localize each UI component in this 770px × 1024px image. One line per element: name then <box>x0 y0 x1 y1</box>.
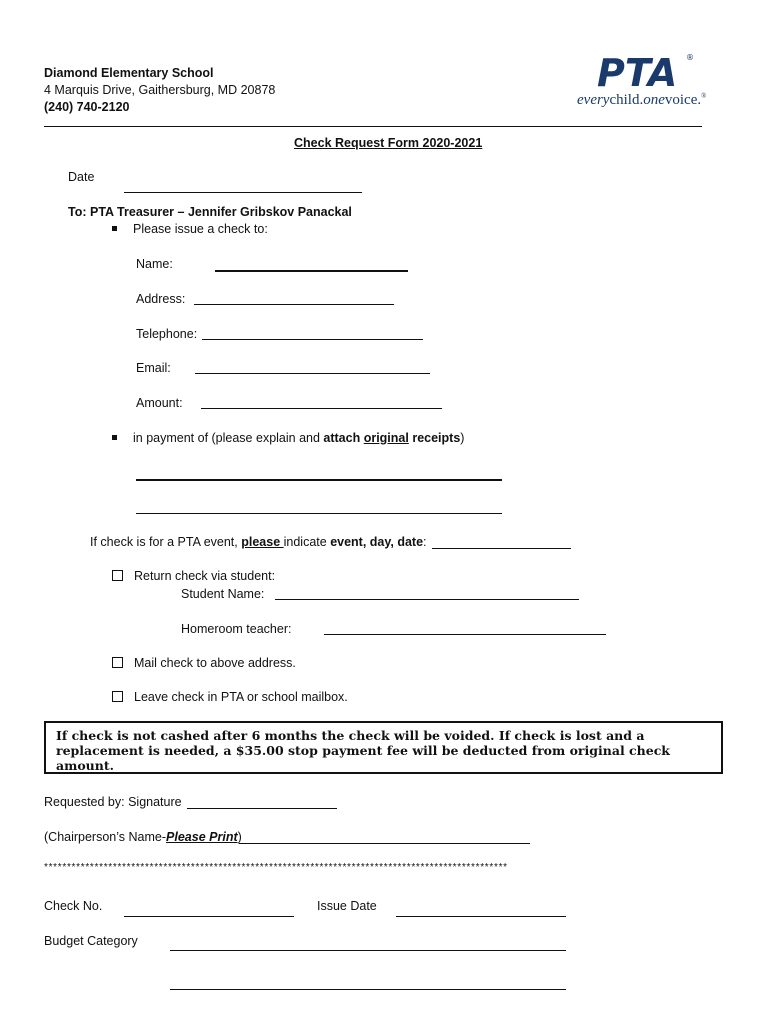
chair-name-label <box>44 830 242 844</box>
issue-date-field[interactable] <box>396 904 566 917</box>
leave-check-option[interactable] <box>112 690 348 704</box>
telephone-field[interactable] <box>202 327 423 340</box>
event-indicate: indicate <box>283 535 331 549</box>
payment-item <box>112 431 464 445</box>
payment-explain-line-1[interactable] <box>136 467 502 481</box>
issue-date-label: Issue Date <box>317 899 377 913</box>
bullet-icon <box>112 435 117 440</box>
email-label: Email: <box>136 361 171 375</box>
mail-check-label: Mail check to above address. <box>134 656 296 670</box>
school-address: 4 Marquis Drive, Gaithersburg, MD 20878 <box>44 83 276 97</box>
address-label: Address: <box>136 292 186 306</box>
name-label: Name: <box>136 257 173 271</box>
event-please: please <box>241 535 284 549</box>
registered-mark: ® <box>686 53 694 62</box>
payment-prefix: in payment of (please explain and <box>133 431 324 445</box>
mail-check-option[interactable] <box>112 656 296 670</box>
stop-payment-notice: If check is not cashed after 6 months the check will be voided. If check is lost and a replacement is needed, a $35.00 stop payment fee will be deducted from original check amount. <box>44 721 723 774</box>
tagline-one: one <box>643 92 665 108</box>
payment-attach: attach <box>323 431 364 445</box>
pta-tagline <box>577 92 706 109</box>
separator: ***************************************************************************************************** <box>44 862 508 873</box>
date-label: Date <box>68 170 95 184</box>
amount-field[interactable] <box>201 396 442 409</box>
return-via-student-option[interactable] <box>112 569 275 583</box>
leave-check-checkbox[interactable] <box>112 691 123 702</box>
amount-label: Amount: <box>136 396 183 410</box>
chair-print: Please Print <box>166 830 238 844</box>
signature-field[interactable] <box>187 796 337 809</box>
event-line <box>90 535 427 549</box>
chair-prefix: (Chairperson’s Name- <box>44 830 167 844</box>
bullet-icon <box>112 226 117 231</box>
form-title: Check Request Form 2020-2021 <box>294 136 483 150</box>
pta-logo <box>575 50 720 112</box>
budget-category-label: Budget Category <box>44 934 138 948</box>
event-colon: : <box>423 535 427 549</box>
student-name-label: Student Name: <box>181 587 265 601</box>
email-field[interactable] <box>195 361 430 374</box>
school-phone: (240) 740-2120 <box>44 100 130 114</box>
tagline-child: child. <box>609 92 644 108</box>
requested-by-label: Requested by: Signature <box>44 795 182 809</box>
leave-check-label: Leave check in PTA or school mailbox. <box>134 690 348 704</box>
event-field[interactable] <box>432 536 571 549</box>
issue-check-label: Please issue a check to: <box>133 222 268 236</box>
chair-suffix: ) <box>237 830 242 844</box>
telephone-label: Telephone: <box>136 327 198 341</box>
student-name-field[interactable] <box>275 587 579 600</box>
homeroom-field[interactable] <box>324 622 606 635</box>
school-name: Diamond Elementary School <box>44 66 214 80</box>
payment-suffix: ) <box>460 431 465 445</box>
pta-brand-text: PTA <box>597 51 678 95</box>
budget-category-field-1[interactable] <box>170 938 566 951</box>
tagline-voice: voice. <box>664 92 702 108</box>
chair-name-field[interactable] <box>239 831 530 844</box>
homeroom-label: Homeroom teacher: <box>181 622 292 636</box>
check-no-field[interactable] <box>124 904 294 917</box>
tagline-every: every <box>577 92 610 108</box>
return-via-student-checkbox[interactable] <box>112 570 123 581</box>
payment-receipts: receipts <box>408 431 461 445</box>
issue-check-item <box>112 222 268 236</box>
date-field[interactable] <box>124 180 362 193</box>
payment-explain-line-2[interactable] <box>136 501 502 514</box>
check-no-label: Check No. <box>44 899 103 913</box>
to-treasurer: To: PTA Treasurer – Jennifer Gribskov Panackal <box>68 205 352 219</box>
return-via-student-label: Return check via student: <box>134 569 276 583</box>
tagline-registered: ® <box>701 92 707 100</box>
name-field[interactable] <box>215 258 408 272</box>
header-divider <box>44 126 702 127</box>
address-field[interactable] <box>194 292 394 305</box>
mail-check-checkbox[interactable] <box>112 657 123 668</box>
event-prefix: If check is for a PTA event, <box>90 535 242 549</box>
budget-category-field-2[interactable] <box>170 977 566 990</box>
event-bold: event, day, date <box>330 535 424 549</box>
payment-original: original <box>363 431 409 445</box>
